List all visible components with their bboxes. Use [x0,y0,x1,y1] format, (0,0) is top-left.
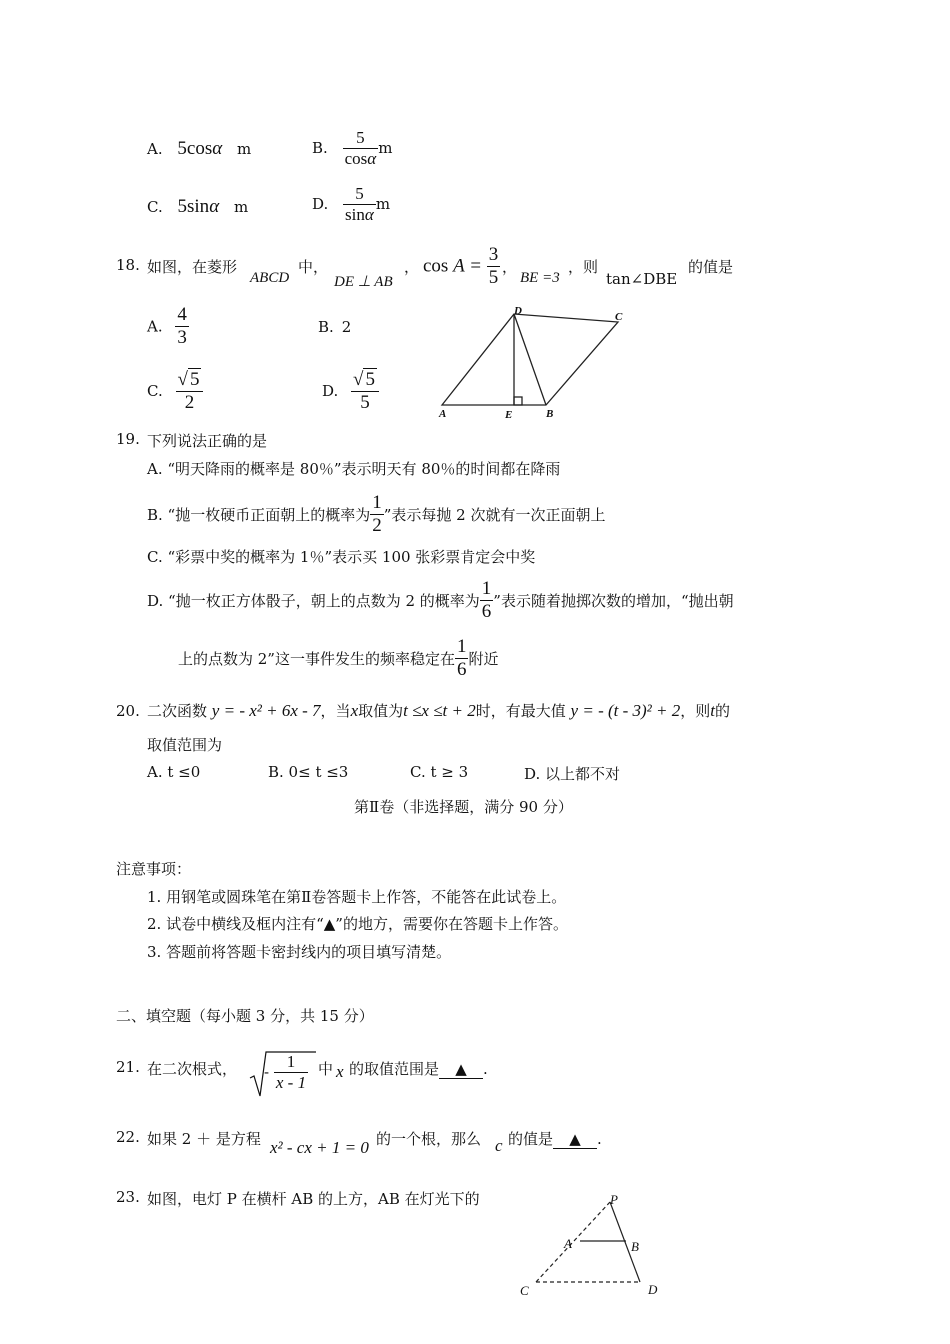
q19-option-d-cont: 上的点数为 2”这一事件发生的频率稳定在 $\frac{1}{6}$ 附近 [178,636,499,680]
q18-tan-dbe: tan∠DBE [606,270,678,288]
q17-option-b: B. $\frac{5}{\cos\alpha}$ m [312,128,393,168]
note-1: 1. 用钢笔或圆珠笔在第Ⅱ卷答题卡上作答，不能答在此试卷上。 [147,888,567,906]
q22-equation: x² - cx + 1 = 0 [270,1138,369,1157]
q22-text-2: 的一个根，那么 [376,1130,482,1148]
note-3: 3. 答题前将答题卡密封线内的项目填写清楚。 [147,943,452,961]
fig-label-e: E [505,409,513,421]
q20-option-b: B. 0≤ t ≤3 [268,763,349,781]
q19-stem: 下列说法正确的是 [147,432,268,450]
fig-label-d: D [514,305,522,317]
lamp-shadow-figure [512,1192,672,1302]
q20-option-a: A. t ≤0 [147,763,201,781]
q18-text-4: ， [502,258,518,276]
q22-text-1: 如果 2 ＋ 是方程 [147,1130,261,1148]
q21-expression: - $\frac{1}{x - 1}$ [264,1052,307,1092]
fig-label-a: A [439,408,447,420]
q18-de-perp-ab: DE ⊥ AB [334,274,393,290]
fig-label-c2: C [520,1283,529,1298]
q19-option-a: A. “明天降雨的概率是 80％”表示明天有 80％的时间都在降雨 [147,460,561,478]
fig-label-c: C [615,311,623,323]
fig-label-d2: D [648,1282,658,1297]
q18-text-5: ，则 [568,258,599,276]
q20-stem: 二次函数 y = - x² + 6x - 7，当x取值为t ≤x ≤t + 2时，有最大值 y = - (t - 3)² + 2，则t的 [147,701,731,720]
q18-text-2: 中， [298,258,329,276]
q21-text-2: 中 [318,1060,334,1078]
q21-text-1: 在二次根式， [147,1060,238,1078]
part-two-heading: 第Ⅱ卷（非选择题，满分 90 分） [354,798,573,816]
q17-option-d: D. $\frac{5}{\sin\alpha}$ m [312,184,391,224]
q18-option-c: C. $\frac{√ 5}{2}$ [147,368,203,414]
q19-number: 19. [116,430,140,448]
q22-answer-blank: ▲ [553,1130,597,1149]
q21-answer-blank: ▲ [439,1060,483,1079]
fig-label-p: P [610,1192,618,1207]
fig-label-a2: A [564,1236,572,1251]
note-2: 2. 试卷中横线及框内注有“▲”的地方，需要你在答题卡上作答。 [147,915,568,933]
q17-option-c: C. 5sinα m [147,196,249,217]
q20-option-c: C. t ≥ 3 [410,763,469,781]
q19-option-d: D. “抛一枚正方体骰子，朝上的点数为 2 的概率为 $\frac{1}{6}$ ”表示随着抛掷次数的增加，“抛出朝 [147,578,734,622]
fig-label-b: B [546,408,554,420]
q18-text-6: 的值是 [688,258,734,276]
q20-option-d: D. 以上都不对 [524,765,621,783]
q22-number: 22. [116,1128,140,1146]
fig-label-b2: B [631,1239,639,1254]
q18-option-d: D. $\frac{√ 5}{5}$ [322,368,379,414]
q18-number: 18. [116,256,140,274]
q18-option-b: B. 2 [318,318,352,336]
q22-text-3: 的值是 ▲ . [508,1130,602,1148]
q21-number: 21. [116,1058,140,1076]
q18-be: BE =3 [520,270,560,286]
rhombus-figure [430,300,630,425]
q18-text-3: ， [404,258,420,276]
q17-option-a: A. 5cosα m [147,138,252,159]
q22-c: c [495,1136,503,1155]
q23-number: 23. [116,1188,140,1206]
q18-text-1: 如图，在菱形 [147,258,238,276]
q19-option-c: C. “彩票中奖的概率为 1％”表示买 100 张彩票肯定会中奖 [147,548,536,566]
q23-text: 如图，电灯 P 在横杆 AB 的上方，AB 在灯光下的 [147,1190,480,1208]
q20-number: 20. [116,702,140,720]
q21-x: x [336,1062,344,1081]
notes-title: 注意事项： [116,860,192,878]
q19-option-b: B. “抛一枚硬币正面朝上的概率为 $\frac{1}{2}$ ”表示每抛 2 次就有一次正面朝上 [147,492,606,536]
q18-option-a: A. $\frac{4}{3}$ [147,304,187,348]
section-two-heading: 二、填空题（每小题 3 分，共 15 分） [116,1007,374,1025]
q21-text-3: 的取值范围是 ▲ . [349,1060,488,1078]
q18-abcd: ABCD [250,270,290,286]
q18-cos-a: cos A = $\frac{3}{5}$ [423,244,499,288]
q20-line-2: 取值范围为 [147,736,223,754]
